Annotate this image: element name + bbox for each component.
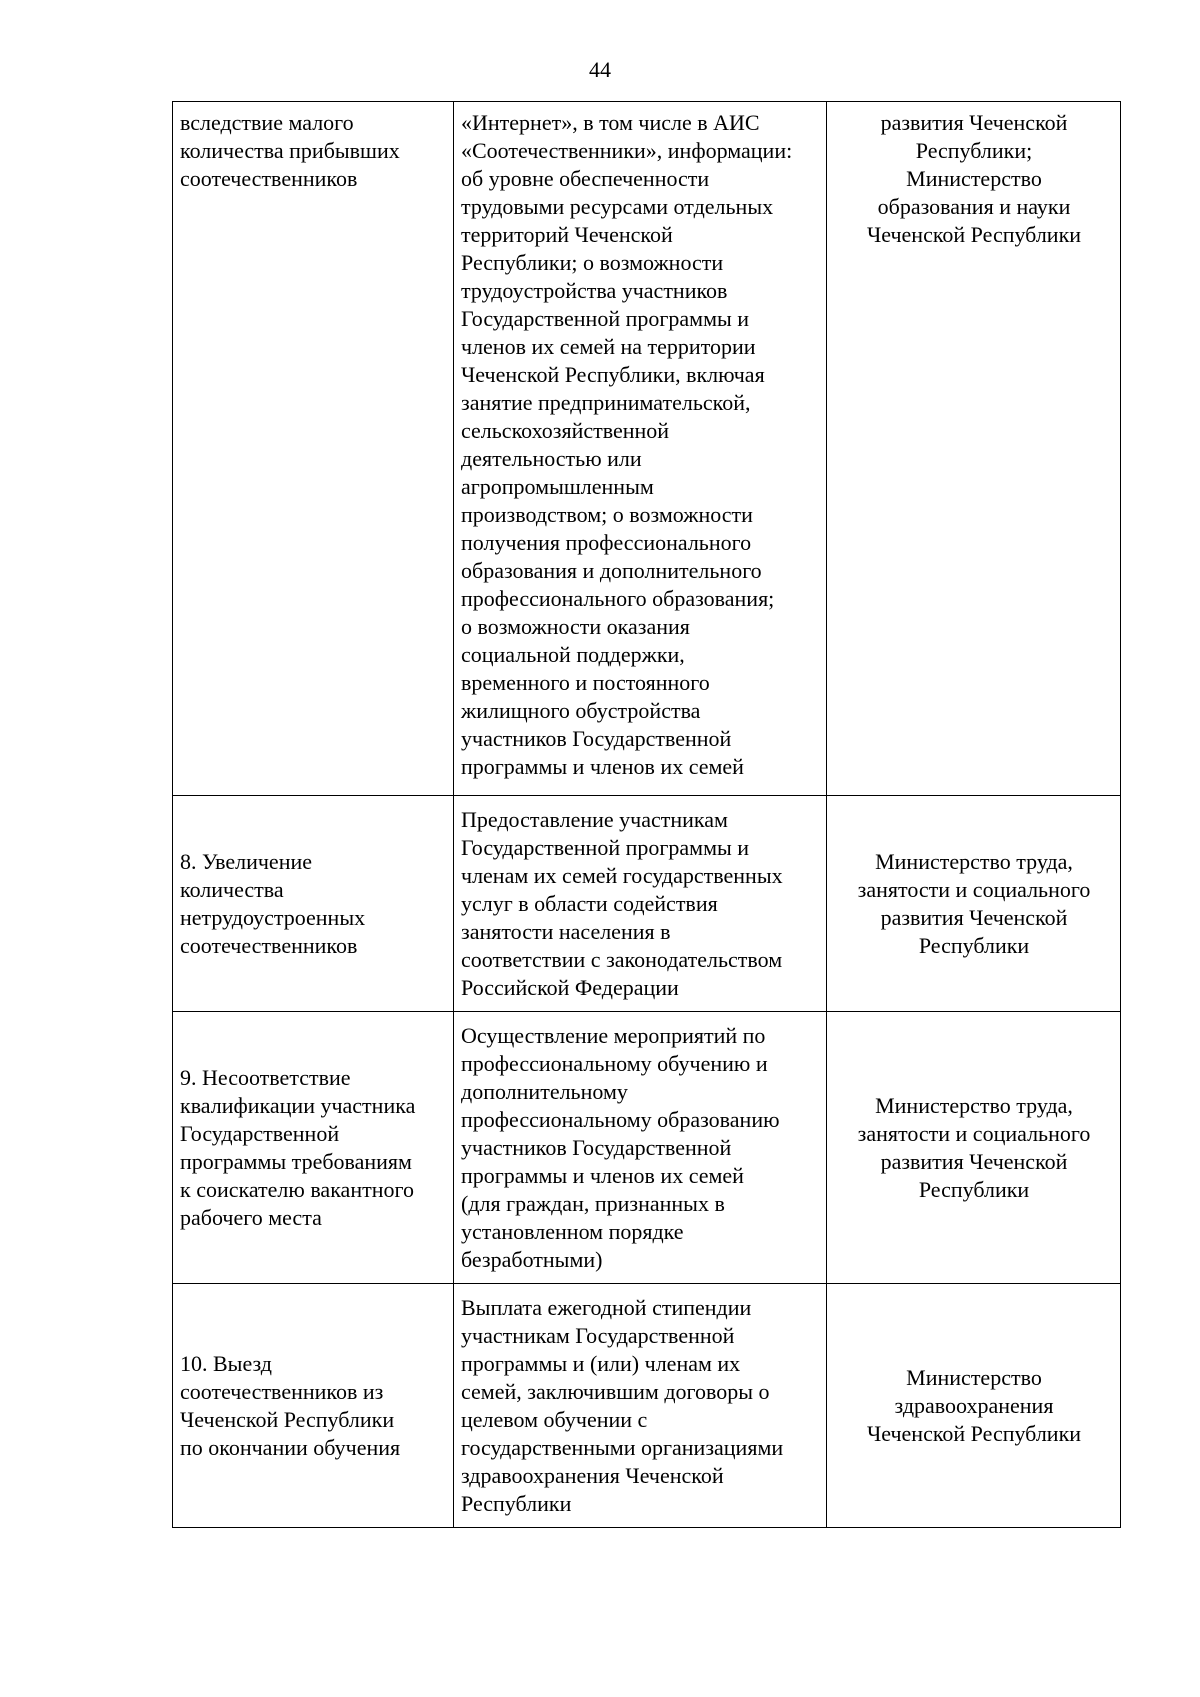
cell-text-line: занятости и социального [857,877,1091,902]
cell-text-line: социальной поддержки, [461,642,685,667]
cell-text-line: соотечественников из [180,1379,384,1404]
table-row [173,796,1121,1012]
cell-text-line: сельскохозяйственной [461,418,670,443]
risk-cell [173,1284,454,1528]
cell-text-line: 8. Увеличение [180,849,313,874]
cell-text-line: целевом обучении с [461,1407,648,1432]
cell-text-line: трудоустройства участников [461,278,728,303]
cell-text-line: Республики [918,933,1030,958]
page-number: 44 [589,57,611,82]
cell-text-line: профессионального образования; [461,586,775,611]
risk-cell [173,1012,454,1284]
cell-text-line: Министерство труда, [875,849,1073,874]
cell-text-line: получения профессионального [461,530,752,555]
cell-text-line: развития Чеченской [880,905,1068,930]
cell-text-line: Министерство [906,1365,1042,1390]
cell-text-line: 10. Выезд [180,1351,272,1376]
cell-text-line: Государственной программы и [461,835,750,860]
cell-text-line: здравоохранения Чеченской [461,1463,724,1488]
cell-text-line: Республики; о возможности [461,250,724,275]
cell-text-line: развития Чеченской [880,110,1068,135]
cell-text-line: Осуществление мероприятий по [461,1023,766,1048]
cell-text-line: соотечественников [180,933,358,958]
cell-text-line: Чеченской Республики [866,1421,1082,1446]
responsible-cell [827,1012,1121,1284]
measure-cell [454,1284,827,1528]
cell-text-line: профессиональному образованию [461,1107,780,1132]
cell-text-line: развития Чеченской [880,1149,1068,1174]
cell-text-line: Министерство труда, [875,1093,1073,1118]
cell-text-line: Предоставление участникам [461,807,728,832]
cell-text-line: 9. Несоответствие [180,1065,351,1090]
cell-text-line: к соискателю вакантного [180,1177,414,1202]
cell-text-line: трудовыми ресурсами отдельных [461,194,774,219]
measure-cell [454,1012,827,1284]
cell-text-line: Выплата ежегодной стипендии [461,1295,752,1320]
cell-text-line: нетрудоустроенных [180,905,366,930]
cell-text-line: участникам Государственной [461,1323,735,1348]
cell-text-line: установленном порядке [461,1219,684,1244]
cell-text-line: Чеченской Республики [180,1407,395,1432]
table-row [173,1012,1121,1284]
cell-text-line: программы и (или) членам их [461,1351,741,1376]
cell-text-line: квалификации участника [180,1093,416,1118]
cell-text-line: Республики [461,1491,572,1516]
responsible-cell [827,796,1121,1012]
cell-text-line: об уровне обеспеченности [461,166,710,191]
cell-text-line: рабочего места [180,1205,322,1230]
risk-cell [173,102,454,796]
cell-text-line: деятельностью или [461,446,642,471]
cell-text-line: агропромышленным [461,474,654,499]
cell-text-line: Государственной программы и [461,306,750,331]
cell-text-line: образования и дополнительного [461,558,762,583]
cell-text-line: здравоохранения [894,1393,1054,1418]
cell-text-line: занятости и социального [857,1121,1091,1146]
cell-text-line: образования и науки [877,194,1071,219]
cell-text-line: соответствии с законодательством [461,947,783,972]
cell-text-line: занятие предпринимательской, [461,390,751,415]
cell-text-line: программы и членов их семей [461,1163,744,1188]
cell-text-line: количества [180,877,284,902]
cell-text-line: услуг в области содействия [461,891,718,916]
responsible-cell [827,102,1121,796]
cell-text-line: Министерство [906,166,1042,191]
cell-text-line: Республики; [915,138,1033,163]
risk-cell [173,796,454,1012]
cell-text-line: «Интернет», в том числе в АИС [461,110,760,135]
cell-text-line: жилищного обустройства [461,698,701,723]
cell-text-line: Республики [918,1177,1030,1202]
cell-text-line: семей, заключившим договоры о [461,1379,770,1404]
cell-text-line: членам их семей государственных [461,863,783,888]
cell-text-line: участников Государственной [461,1135,732,1160]
table-body [173,102,1121,1528]
cell-text-line: Российской Федерации [461,975,679,1000]
measures-table [172,101,1121,1528]
cell-text-line: временного и постоянного [461,670,710,695]
cell-text-line: (для граждан, признанных в [461,1191,725,1216]
measure-cell [454,796,827,1012]
cell-text-line: о возможности оказания [461,614,690,639]
table-row [173,1284,1121,1528]
cell-text-line: территорий Чеченской [461,222,673,247]
cell-text-line: безработными) [461,1247,603,1272]
cell-text-line: соотечественников [180,166,358,191]
cell-text-line: программы требованиям [180,1149,412,1174]
responsible-cell [827,1284,1121,1528]
cell-text-line: членов их семей на территории [461,334,756,359]
cell-text-line: Государственной [180,1121,340,1146]
cell-text-line: Чеченской Республики [866,222,1082,247]
cell-text-line: вследствие малого [180,110,354,135]
cell-text-line: государственными организациями [461,1435,784,1460]
table-row [173,102,1121,796]
cell-text-line: количества прибывших [180,138,400,163]
cell-text-line: профессиональному обучению и [461,1051,768,1076]
cell-text-line: программы и членов их семей [461,754,744,779]
cell-text-line: дополнительному [461,1079,628,1104]
cell-text-line: по окончании обучения [180,1435,401,1460]
cell-text-line: участников Государственной [461,726,732,751]
cell-text-line: занятости населения в [461,919,671,944]
cell-text-line: производством; о возможности [461,502,753,527]
measure-cell [454,102,827,796]
cell-text-line: Чеченской Республики, включая [461,362,765,387]
cell-text-line: «Соотечественники», информации: [461,138,793,163]
